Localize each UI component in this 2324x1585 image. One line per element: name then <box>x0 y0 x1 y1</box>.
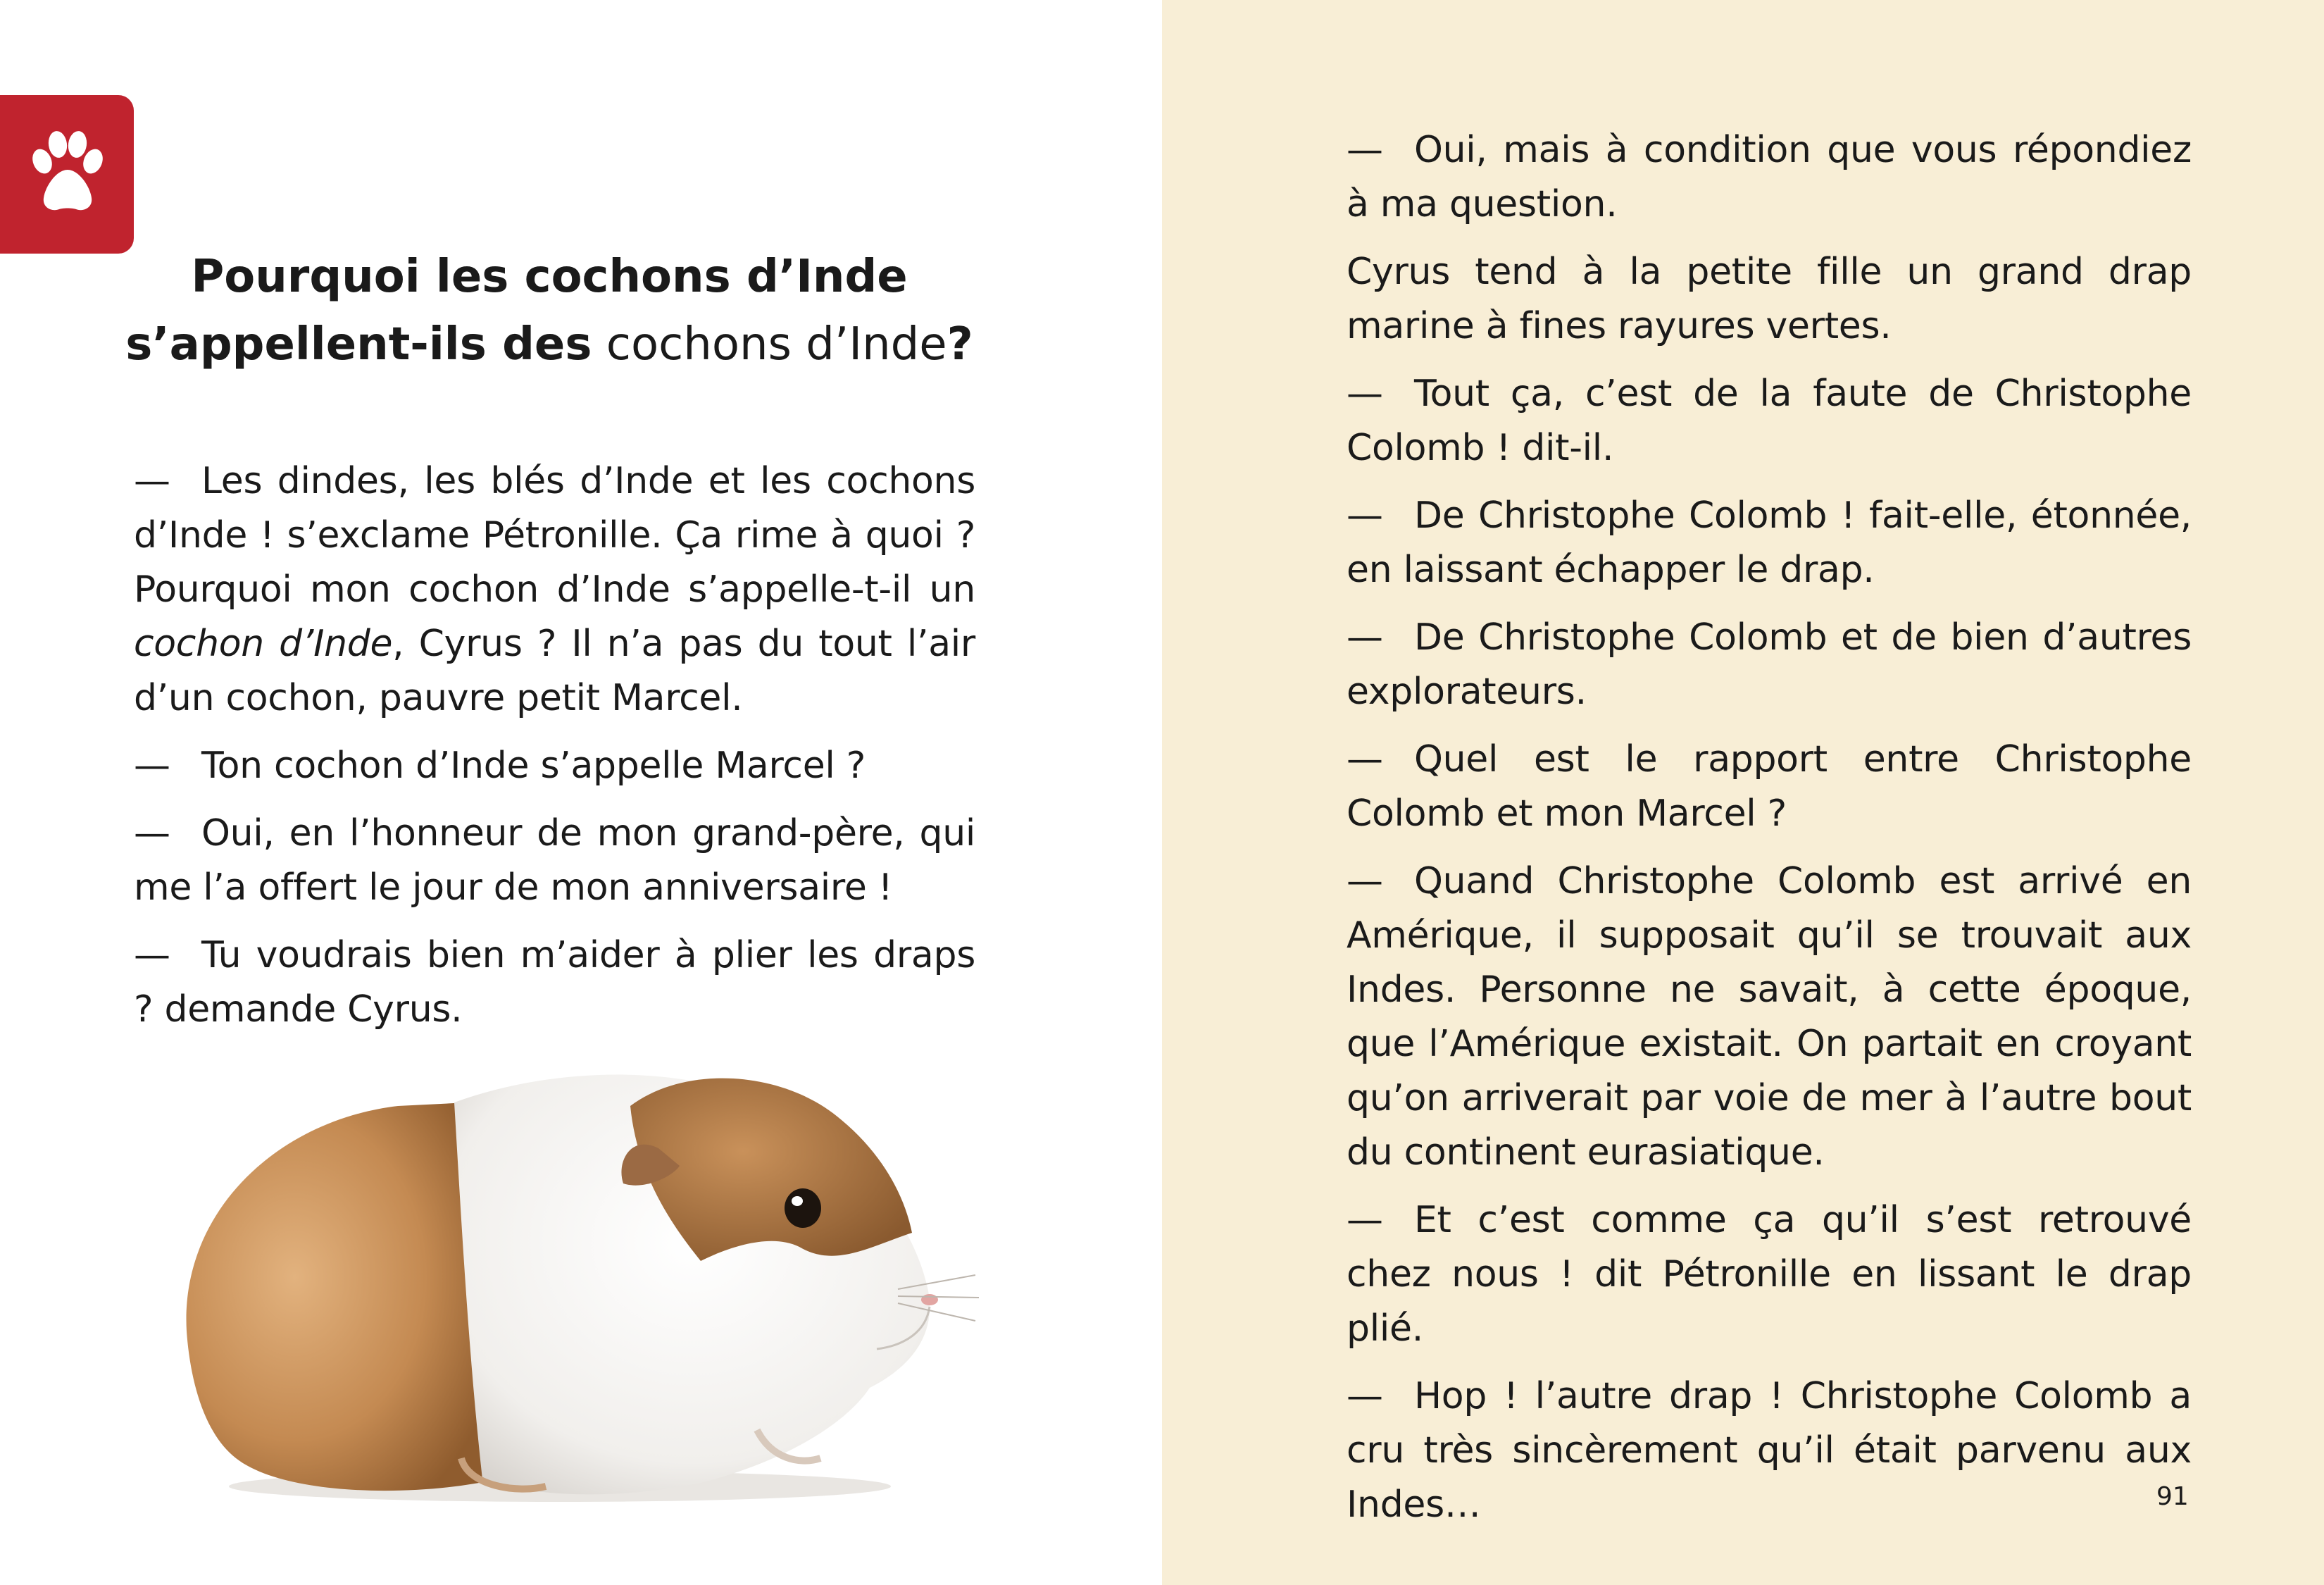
dialogue-dash: — <box>1347 495 1383 537</box>
dialogue-dash: — <box>134 460 170 502</box>
paragraph-text: Oui, mais à condition que vous répondiez à ma question. <box>1347 129 2192 225</box>
paw-icon <box>28 129 106 219</box>
page-number: 91 <box>2156 1482 2189 1511</box>
dialogue-dash: — <box>134 934 170 976</box>
left-text-column <box>134 454 975 1050</box>
right-paragraph-4 <box>1347 489 2192 597</box>
paragraph-text: Cyrus tend à la petite fille un grand drap marine à fines rayures vertes. <box>1347 251 2192 347</box>
paragraph-text-after: , Cyrus ? Il n’a pas du tout l’air d’un cochon, pauvre petit Marcel. <box>134 623 975 719</box>
paragraph-text: Quel est le rapport entre Christophe Colomb et mon Marcel ? <box>1347 738 2192 835</box>
paragraph-text: Tout ça, c’est de la faute de Christophe Colomb ! dit-il. <box>1347 373 2192 469</box>
title-line-2 <box>92 311 1007 378</box>
paragraph-text: Hop ! l’autre drap ! Christophe Colomb a cru très sincèrement qu’il était parvenu aux Indes… <box>1347 1375 2192 1526</box>
section-title <box>92 243 1007 378</box>
paragraph-text: Oui, en l’honneur de mon grand-père, qui me l’a offert le jour de mon anniversaire ! <box>134 812 975 909</box>
right-paragraph-6 <box>1347 733 2192 841</box>
dialogue-dash: — <box>134 812 170 854</box>
paragraph-text: Et c’est comme ça qu’il s’est retrouvé chez nous ! dit Pétronille en lissant le drap plié. <box>1347 1199 2192 1350</box>
left-paragraph-1 <box>134 454 975 726</box>
right-text-column <box>1347 123 2192 1546</box>
paragraph-italic: cochon d’Inde <box>134 623 393 665</box>
paw-badge <box>0 95 134 254</box>
title-line-2-question: ? <box>947 318 973 371</box>
paragraph-text: Ton cochon d’Inde s’appelle Marcel ? <box>201 745 866 787</box>
right-paragraph-2 <box>1347 245 2192 354</box>
guinea-pig-illustration <box>165 1036 982 1515</box>
paragraph-text: Tu voudrais bien m’aider à plier les draps ? demande Cyrus. <box>134 934 975 1031</box>
dialogue-dash: — <box>1347 616 1383 659</box>
dialogue-dash: — <box>1347 1375 1383 1417</box>
right-paragraph-5 <box>1347 611 2192 719</box>
dialogue-dash: — <box>1347 129 1383 171</box>
title-line-1: Pourquoi les cochons d’Inde <box>191 251 908 303</box>
left-paragraph-3 <box>134 807 975 915</box>
dialogue-dash: — <box>1347 738 1383 781</box>
right-paragraph-3 <box>1347 367 2192 476</box>
right-paragraph-1 <box>1347 123 2192 232</box>
right-paragraph-9 <box>1347 1369 2192 1532</box>
dialogue-dash: — <box>1347 860 1383 902</box>
dialogue-dash: — <box>134 745 170 787</box>
title-line-2-bold: s’appellent-ils des <box>125 318 592 371</box>
right-paragraph-7 <box>1347 854 2192 1180</box>
paragraph-text: De Christophe Colomb ! fait-elle, étonnée, en laissant échapper le drap. <box>1347 495 2192 591</box>
paragraph-text: De Christophe Colomb et de bien d’autres explorateurs. <box>1347 616 2192 713</box>
left-paragraph-2 <box>134 739 975 793</box>
title-line-2-regular: cochons d’Inde <box>592 318 947 371</box>
dialogue-dash: — <box>1347 1199 1383 1241</box>
paragraph-text: Quand Christophe Colomb est arrivé en Amérique, il supposait qu’il se trouvait aux Indes. Personne ne savait, à cette époque, que l’Amérique existait. On partait en croyant qu’on arriverait par voie de mer à l’autre bout du continent eurasiatique. <box>1347 860 2192 1174</box>
left-paragraph-4 <box>134 928 975 1037</box>
right-paragraph-8 <box>1347 1193 2192 1356</box>
dialogue-dash: — <box>1347 373 1383 415</box>
paragraph-text: Les dindes, les blés d’Inde et les cochons d’Inde ! s’exclame Pétronille. Ça rime à quoi ? Pourquoi mon cochon d’Inde s’appelle-t-il un <box>134 460 975 611</box>
